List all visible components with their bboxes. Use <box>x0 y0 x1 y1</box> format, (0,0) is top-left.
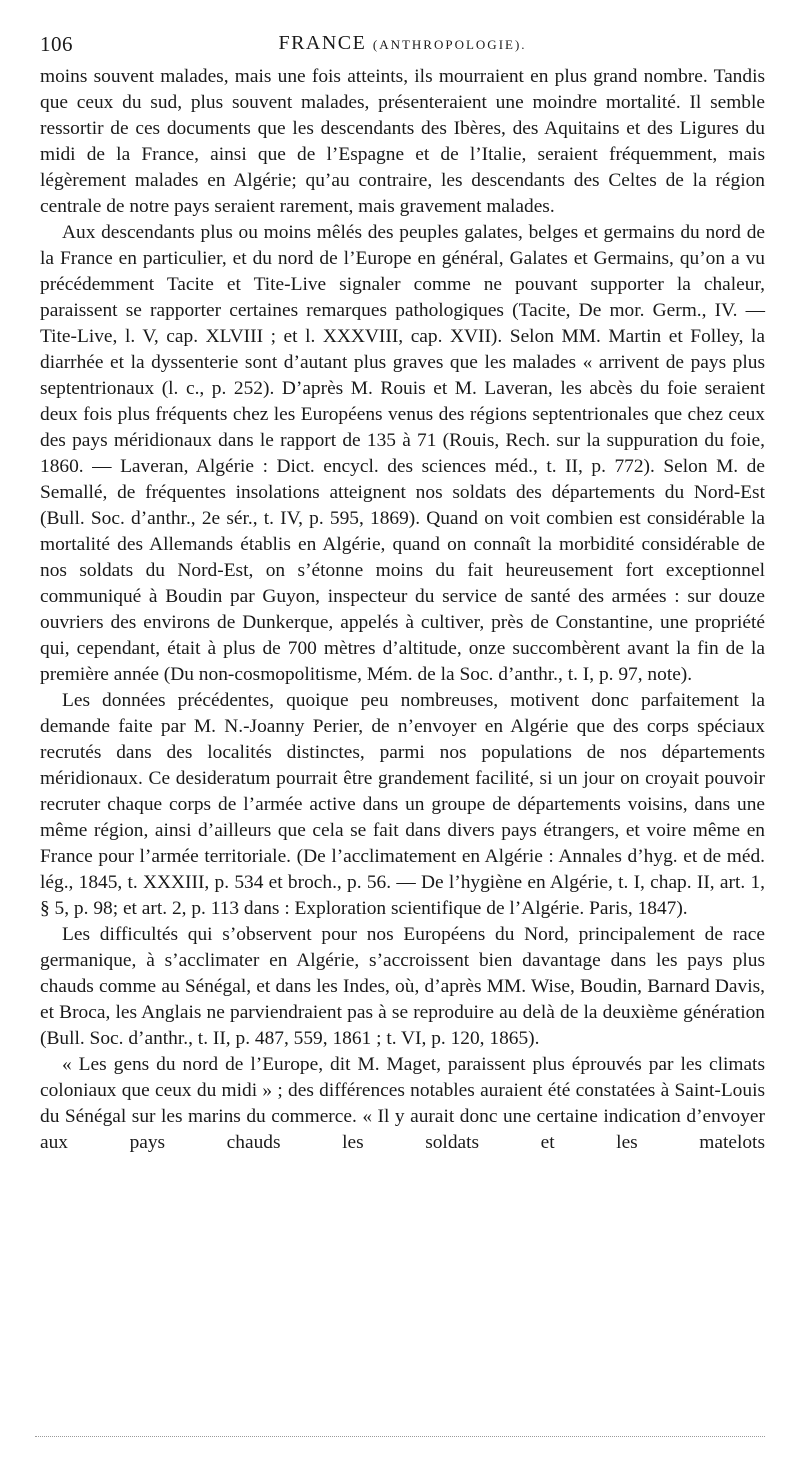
running-head <box>40 32 765 62</box>
paragraph-2: Aux descendants plus ou moins mêlés des peuples galates, belges et germains du nord de la France en particulier, et du nord de l’Europe en général, Galates et Germains, qu’on a vu précédemment Tacite et Tite-Live signaler comme ne pouvant supporter la chaleur, paraissent se rapporter certaines remarques pathologiques (Tacite, De mor. Germ., IV. — Tite-Live, l. V, cap. XLVIII ; et l. XXXVIII, cap. XVII). Selon MM. Martin et Folley, la diarrhée et la dyssenterie sont d’autant plus graves que les malades « arrivent de pays plus septentrionaux (l. c., p. 252). D’après M. Rouis et M. Laveran, les abcès du foie seraient deux fois plus fréquents chez les Européens venus des régions septentrionales que chez ceux des pays méridionaux dans le rapport de 135 à 71 (Rouis, Rech. sur la suppuration du foie, 1860. — Laveran, Algérie : Dict. encycl. des sciences méd., t. II, p. 772). Selon M. de Semallé, de fréquentes insolations atteignent nos soldats des départements du Nord-Est (Bull. Soc. d’anthr., 2e sér., t. IV, p. 595, 1869). Quand on voit combien est considérable la mortalité des Allemands établis en Algérie, quand on connaît la morbidité considérable de nos soldats du Nord-Est, on s’étonne moins du fait heureusement fort exceptionnel communiqué à Boudin par Guyon, inspecteur du service de santé des armées : sur douze ouvriers des environs de Dunkerque, appelés à cultiver, près de Constantine, une propriété qui, cependant, était à plus de 700 mètres d’altitude, onze succombèrent avant la fin de la première année (Du non-cosmopolitisme, Mém. de la Soc. d’anthr., t. I, p. 97, note). <box>40 222 765 685</box>
paragraph-5: « Les gens du nord de l’Europe, dit M. Maget, paraissent plus éprouvés par les climats coloniaux que ceux du midi » ; des différences notables auraient été constatées à Saint-Louis du Sénégal sur les marins du commerce. « Il y aurait donc une certaine indication d’envoyer aux pays chauds les soldats et les matelots <box>40 1054 765 1153</box>
body-text <box>40 64 765 1156</box>
running-title-section: (ANTHROPOLOGIE). <box>372 37 527 52</box>
running-title-main: FRANCE <box>278 32 367 54</box>
paragraph-4: Les difficultés qui s’observent pour nos Européens du Nord, principalement de race germanique, à s’acclimater en Algérie, s’accroissent bien davantage dans les pays plus chauds comme au Sénégal, et dans les Indes, où, d’après MM. Wise, Boudin, Barnard Davis, et Broca, les Anglais ne parviendraient pas à se reproduire au delà de la deuxième génération (Bull. Soc. d’anthr., t. II, p. 487, 559, 1861 ; t. VI, p. 120, 1865). <box>40 924 765 1049</box>
paragraph-1: moins souvent malades, mais une fois atteints, ils mourraient en plus grand nombre. Tandis que ceux du sud, plus souvent malades, présenteraient une moindre mortalité. Il semble ressortir de ces documents que les descendants des Ibères, des Aquitains et des Ligures du midi de la France, ainsi que de l’Espagne et de l’Italie, seraient fréquemment, mais légèrement malades en Algérie; qu’au contraire, les descendants des Celtes de la région centrale de notre pays seraient rarement, mais gravement malades. <box>40 66 765 217</box>
running-title <box>40 32 765 55</box>
paragraph-3: Les données précédentes, quoique peu nombreuses, motivent donc parfaitement la demande faite par M. N.-Joanny Perier, de n’envoyer en Algérie que des corps spéciaux recrutés dans des localités distinctes, parmi nos populations de nos départements méridionaux. Ce desideratum pourrait être grandement facilité, si un jour on croyait pouvoir recruter chaque corps de l’armée active dans un groupe de départements voisins, dans une même région, ainsi d’ailleurs que cela se fait dans divers pays étrangers, et voire même en France pour l’armée territoriale. (De l’acclimatement en Algérie : Annales d’hyg. et de méd. lég., 1845, t. XXXIII, p. 534 et broch., p. 56. — De l’hygiène en Algérie, t. I, chap. II, art. 1, § 5, p. 98; et art. 2, p. 113 dans : Exploration scientifique de l’Algérie. Paris, 1847). <box>40 690 765 919</box>
page-bottom-rule <box>35 1436 765 1437</box>
page-number: 106 <box>40 32 73 56</box>
